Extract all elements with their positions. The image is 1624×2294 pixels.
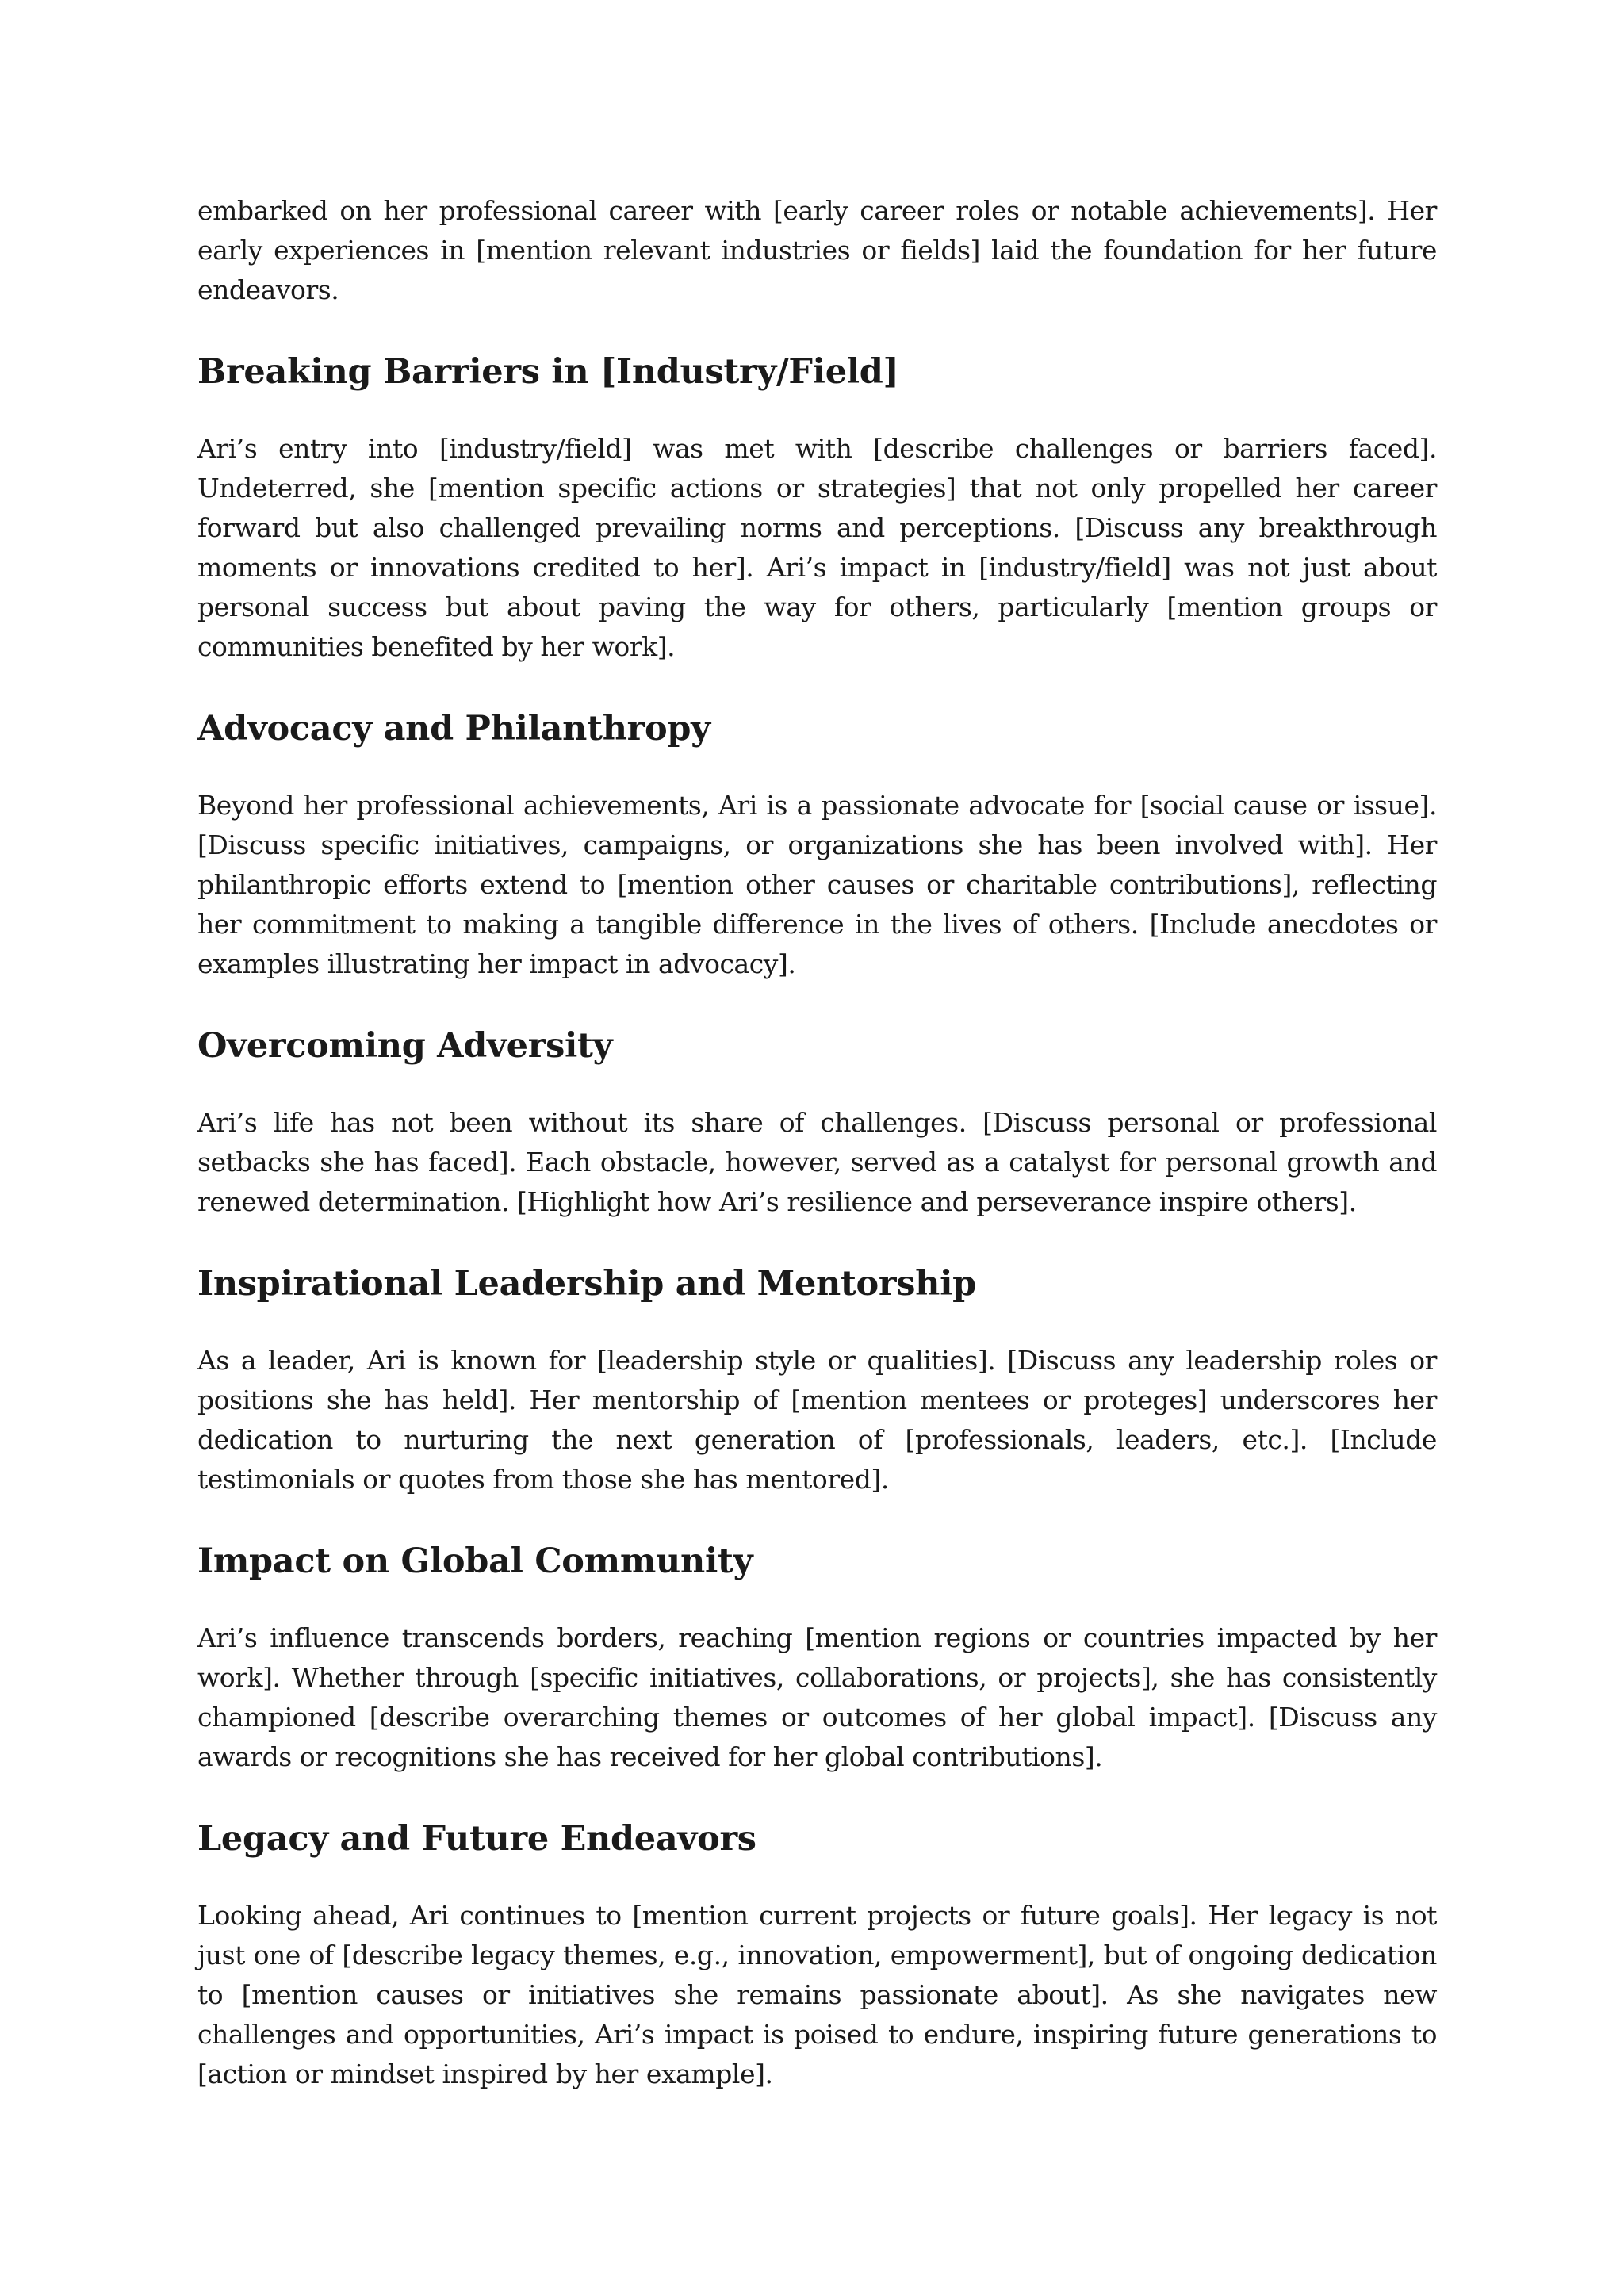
heading-leadership-mentorship: Inspirational Leadership and Mentorship <box>197 1264 976 1304</box>
paragraph-overcoming-adversity: Ari’s life has not been without its share of challenges. [Discuss personal or professional setbacks she has faced]. Each obstacle, however, served as a catalyst for personal growth and renewed determination. [Highlight how Ari’s resilience and perseverance inspire others]. <box>197 1107 1437 1217</box>
heading-advocacy-philanthropy: Advocacy and Philanthropy <box>197 709 710 749</box>
document-page <box>197 191 1437 2132</box>
intro-paragraph: embarked on her professional career with [early career roles or notable achievements]. Her early experiences in [mention relevant industries or fields] laid the foundation for her future endeavors. <box>197 195 1437 305</box>
heading-overcoming-adversity: Overcoming Adversity <box>197 1026 613 1066</box>
heading-global-community: Impact on Global Community <box>197 1541 753 1581</box>
heading-legacy-future: Legacy and Future Endeavors <box>197 1819 756 1859</box>
paragraph-legacy-future: Looking ahead, Ari continues to [mention current projects or future goals]. Her legacy is not just one of [describe legacy themes, e.g., innovation, empowerment], but of ongoing dedication to [mention causes or initiatives she remains passionate about]. As she navigates new challenges and opportunities, Ari’s impact is poised to endure, inspiring future generations to [action or mindset inspired by her example]. <box>197 1900 1437 2089</box>
paragraph-leadership-mentorship: As a leader, Ari is known for [leadership style or qualities]. [Discuss any leadership roles or positions she has held]. Her mentorship of [mention mentees or proteges] underscores her dedication to nurturing the next generation of [professionals, leaders, etc.]. [Include testimonials or quotes from those she has mentored]. <box>197 1345 1437 1495</box>
paragraph-breaking-barriers: Ari’s entry into [industry/field] was met with [describe challenges or barriers faced]. Undeterred, she [mention specific actions or strategies] that not only propelled her career forward but also challenged prevailing norms and perceptions. [Discuss any breakthrough moments or innovations credited to her]. Ari’s impact in [industry/field] was not just about personal success but about paving the way for others, particularly [mention groups or communities benefited by her work]. <box>197 433 1437 662</box>
heading-breaking-barriers: Breaking Barriers in [Industry/Field] <box>197 352 899 392</box>
paragraph-advocacy-philanthropy: Beyond her professional achievements, Ari is a passionate advocate for [social cause or issue]. [Discuss specific initiatives, campaigns, or organizations she has been involved with]. Her philanthropic efforts extend to [mention other causes or charitable contributions], reflecting her commitment to making a tangible difference in the lives of others. [Include anecdotes or examples illustrating her impact in advocacy]. <box>197 790 1437 979</box>
paragraph-global-community: Ari’s influence transcends borders, reaching [mention regions or countries impacted by her work]. Whether through [specific initiatives, collaborations, or projects], she has consistently championed [describe overarching themes or outcomes of her global impact]. [Discuss any awards or recognitions she has received for her global contributions]. <box>197 1622 1437 1772</box>
